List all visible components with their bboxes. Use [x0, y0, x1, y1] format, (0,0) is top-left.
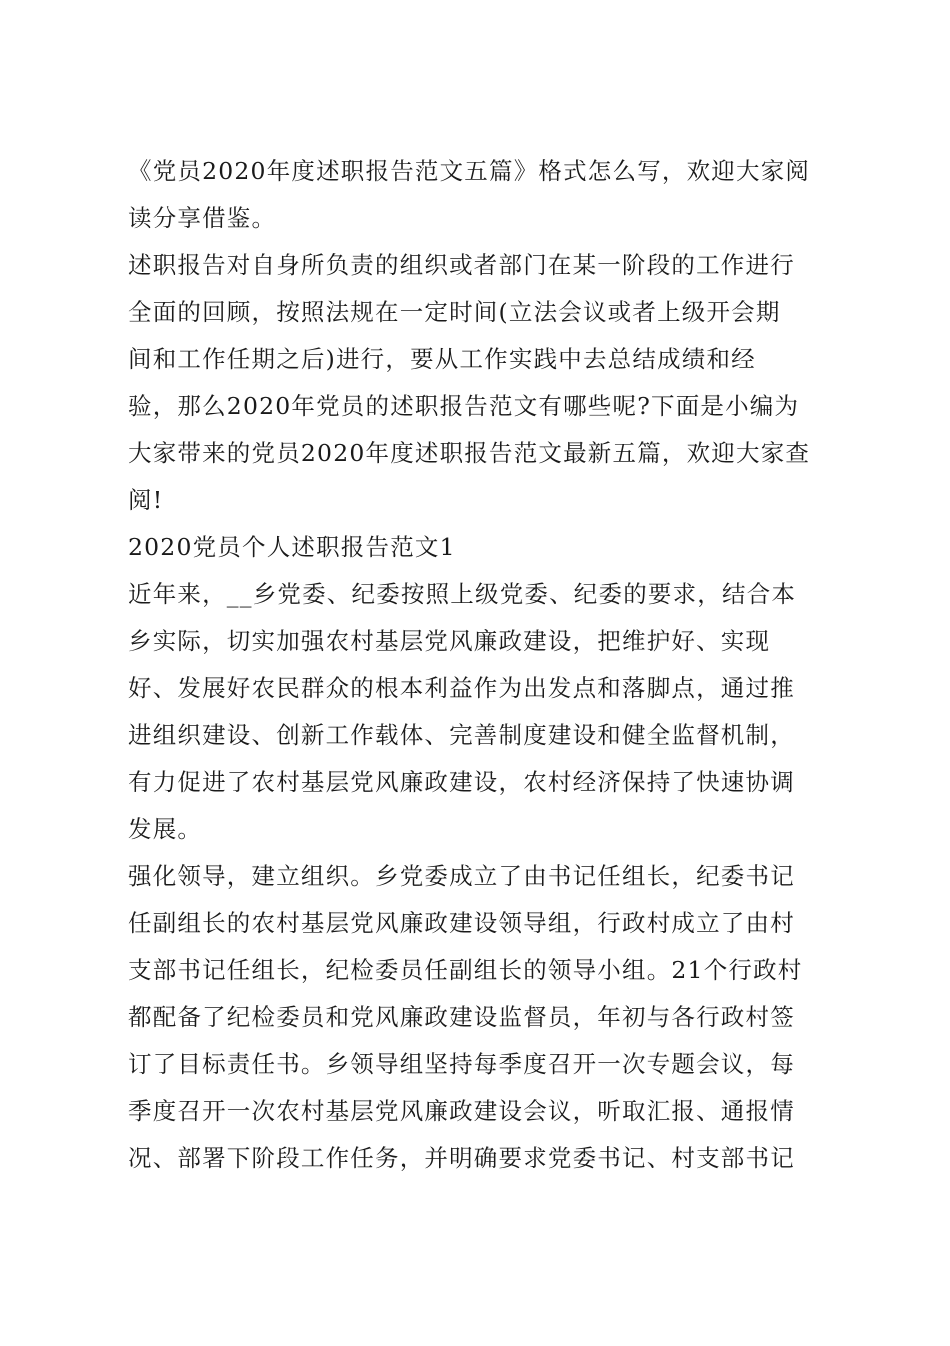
paragraph-2-line-2: 乡实际，切实加强农村基层党风廉政建设，把维护好、实现	[128, 627, 771, 655]
paragraph-2-line-1: 近年来，__乡党委、纪委按照上级党委、纪委的要求，结合本	[128, 580, 797, 608]
intro-line-1: 《党员2020年度述职报告范文五篇》格式怎么写，欢迎大家阅	[128, 157, 811, 185]
paragraph-2-line-3: 好、发展好农民群众的根本利益作为出发点和落脚点，通过推	[128, 674, 795, 702]
paragraph-2-line-4: 进组织建设、创新工作载体、完善制度建设和健全监督机制，	[128, 721, 795, 749]
paragraph-1-line-1: 述职报告对自身所负责的组织或者部门在某一阶段的工作进行	[128, 251, 795, 279]
paragraph-2-line-5: 有力促进了农村基层党风廉政建设，农村经济保持了快速协调	[128, 768, 795, 796]
paragraph-1-line-4: 验，那么2020年党员的述职报告范文有哪些呢?下面是小编为	[128, 392, 800, 420]
paragraph-1-line-6: 阅!	[128, 486, 164, 514]
paragraph-3-line-6: 季度召开一次农村基层党风廉政建设会议，听取汇报、通报情	[128, 1097, 795, 1125]
section-heading: 2020党员个人述职报告范文1	[128, 533, 456, 561]
paragraph-3-line-7: 况、部署下阶段工作任务，并明确要求党委书记、村支部书记	[128, 1144, 795, 1172]
paragraph-3-line-4: 都配备了纪检委员和党风廉政建设监督员，年初与各行政村签	[128, 1003, 795, 1031]
paragraph-3-line-5: 订了目标责任书。乡领导组坚持每季度召开一次专题会议，每	[128, 1050, 795, 1078]
paragraph-3-line-2: 任副组长的农村基层党风廉政建设领导组，行政村成立了由村	[128, 909, 795, 937]
document-body	[128, 148, 828, 1182]
paragraph-3-line-3: 支部书记任组长，纪检委员任副组长的领导小组。21个行政村	[128, 956, 803, 984]
paragraph-1-line-2: 全面的回顾，按照法规在一定时间(立法会议或者上级开会期	[128, 298, 781, 326]
paragraph-2-line-6: 发展。	[128, 815, 203, 843]
paragraph-1-line-3: 间和工作任期之后)进行，要从工作实践中去总结成绩和经	[128, 345, 756, 373]
paragraph-3-line-1: 强化领导，建立组织。乡党委成立了由书记任组长，纪委书记	[128, 862, 795, 890]
paragraph-1-line-5: 大家带来的党员2020年度述职报告范文最新五篇，欢迎大家查	[128, 439, 811, 467]
intro-line-2: 读分享借鉴。	[128, 204, 277, 232]
